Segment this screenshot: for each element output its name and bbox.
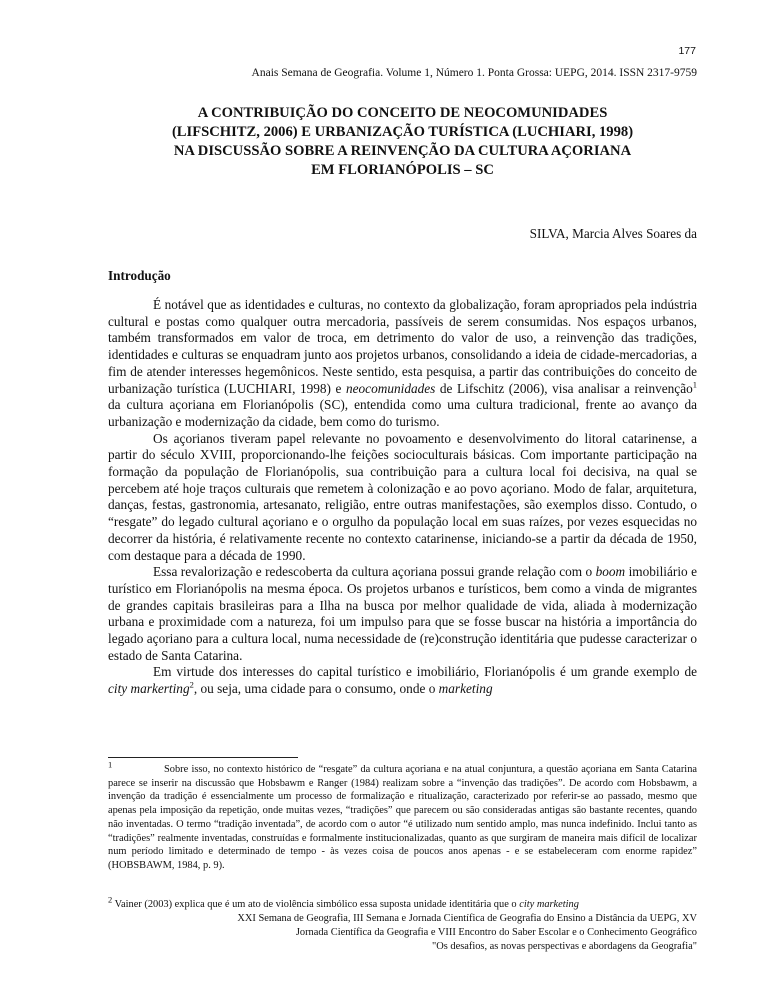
paragraph: Os açorianos tiveram papel relevante no povoamento e desenvolvimento do litoral catarinense, a partir do século XVIII, proporcionando-lhe feições socioculturais básicas. Com importante participação na formação da população de Florianópolis, sua contribuição para a cultura local foi decisiva, na qual se percebem até hoje traços culturais que remetem à colonização e ao povo açoriano. Modo de falar, arquitetura, danças, festas, gastronomia, artesanato, religião, entre outras manifestações, são exemplos disso. Contudo, o “resgate” do legado cultural açoriano e o orgulho da população local em suas raízes, por vezes esquecidas no decorrer da história, é relativamente recente no contexto catarinense, iniciando-se a partir da década de 1950, com destaque para a década de 1990. xyxy=(108,430,697,563)
body-text xyxy=(108,297,697,698)
footnote-marker: 2 xyxy=(108,894,113,905)
footnote-marker: 1 xyxy=(108,759,113,770)
title-line: EM FLORIANÓPOLIS – SC xyxy=(311,162,494,178)
page-footer xyxy=(108,912,697,954)
footnote-1: $^1$ Sobre isso, no contexto histórico de “resgate” da cultura açoriana e na atual conjuntura, a questão açoriana em Santa Catarina parece se inserir na discussão que Hobsbawm e Ranger (1984) realizam sobre a “invenção das tradições”. De acordo com Hobsbawm, a invenção da tradição é essencialmente um processo de formalização e ritualização, caracterizado por referir-se ao passado, mesmo que apenas pela imposição da repetição, onde muitas vezes, “tradições” que parecem ou são consideradas antigas são bastante recentes, quando não inventadas. O termo “tradição inventada”, de acordo com o autor “é utilizado num sentido amplo, mas nunca indefinido. Inclui tanto as “tradições” realmente inventadas, construídas e formalmente institucionalizadas, quanto as que surgiram de maneira mais difícil de localizar num período limitado e determinado de tempo - às vezes coisa de poucos anos apenas - e se estabeleceram com enorme rapidez” (HOBSBAWM, 1984, p. 9). xyxy=(108,759,697,871)
emphasis: neocomunidades xyxy=(345,380,436,396)
author: SILVA, Marcia Alves Soares da xyxy=(529,226,697,241)
paper-title xyxy=(108,104,697,180)
journal-header: Anais Semana de Geografia. Volume 1, Número 1. Ponta Grossa: UEPG, 2014. ISSN 2317-9759 xyxy=(251,67,697,79)
footer-line: XXI Semana de Geografia, III Semana e Jornada Científica de Geografia do Ensino a Distância da UEPG, XV xyxy=(237,913,697,924)
footnote-divider xyxy=(108,757,298,758)
paragraph: É notável que as identidades e culturas, no contexto da globalização, foram apropriados pela indústria cultural e postas como qualquer outra mercadoria, passíveis de serem consumidas. Nos espaços urbanos, também transformados em valor de troca, em detrimento do valor de uso, a reinvenção das tradições, identidades e culturas se enquadram junto aos projetos urbanos, consolidando a ideia de cidade-mercadorias, a fim de atender interesses hegemônicos. Neste sentido, esta pesquisa, a partir das contribuições do conceito de urbanização turística (LUCHIARI, 1998) e neocomunidades de Lifschitz (2006), visa analisar a reinvenção$^1$ da cultura açoriana em Florianópolis (SC), entendida como uma cultura tradicional, frente ao avanço da urbanização e modernização da cidade, bem como do turismo. xyxy=(108,297,697,429)
title-line: A CONTRIBUIÇÃO DO CONCEITO DE NEOCOMUNIDADES xyxy=(197,105,608,121)
footer-line: Jornada Científica da Geografia e VIII Encontro do Saber Escolar e o Conhecimento Geográfico xyxy=(295,927,697,938)
page-number: 177 xyxy=(678,45,696,57)
title-line: (LIFSCHITZ, 2006) E URBANIZAÇÃO TURÍSTICA (LUCHIARI, 1998) xyxy=(171,124,634,140)
paragraph: Essa revalorização e redescoberta da cultura açoriana possui grande relação com o boom imobiliário e turístico em Florianópolis na mesma época. Os projetos urbanos e turísticos, bem como a vinda de migrantes de grandes capitais brasileiras para a Ilha na busca por melhor qualidade de vida, aliada à modernização urbana e proximidade com a natureza, foi um impulso para que se fosse buscar na história a importância do legado açoriano para a cultura local, numa necessidade de (re)construção identitária que pudesse caracterizar o estado de Santa Catarina. xyxy=(108,564,697,663)
paragraph: Em virtude dos interesses do capital turístico e imobiliário, Florianópolis é um grande exemplo de city markerting$^2$, ou seja, uma cidade para o consumo, onde o marketing xyxy=(108,664,697,697)
title-line: NA DISCUSSÃO SOBRE A REINVENÇÃO DA CULTURA AÇORIANA xyxy=(173,143,632,159)
footer-line: "Os desafios, as novas perspectivas e abordagens da Geografia" xyxy=(432,941,697,952)
emphasis: marketing xyxy=(438,681,493,697)
emphasis: boom xyxy=(595,564,626,580)
footnote-ref-2[interactable]: 2 xyxy=(189,679,194,690)
emphasis: city markerting xyxy=(108,681,190,697)
footnote-2: $^2$ Vainer (2003) explica que é um ato de violência simbólico essa suposta unidade identitária que o city marketing xyxy=(108,894,579,910)
footnote-ref-1[interactable]: 1 xyxy=(692,379,697,390)
section-heading: Introdução xyxy=(108,268,171,283)
